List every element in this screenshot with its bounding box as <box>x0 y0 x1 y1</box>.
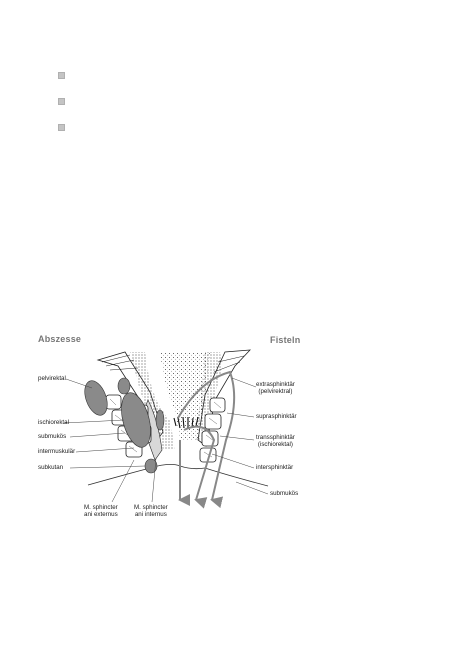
label-suprasphinktar: suprasphinktär <box>256 413 297 420</box>
label-submukos-right: submukös <box>270 490 299 497</box>
abscess-pelvirektal-upper <box>118 378 130 394</box>
label-pelvirektal: pelvirektal <box>38 375 66 382</box>
label-extrasphinktar: extrasphinktär (pelvirektral) <box>256 381 295 395</box>
label-intermuskular: intermuskulär <box>38 448 76 455</box>
label-sphincter-externus: M. sphincter ani externus <box>84 504 118 518</box>
skin-line <box>88 464 268 486</box>
title-abscesses: Abszesse <box>38 334 82 344</box>
label-submukos-left: submukös <box>38 433 67 440</box>
label-sphincter-internus: M. sphincter ani internus <box>134 504 168 518</box>
label-transsphinktar: transsphinktär (ischiorektal) <box>256 434 295 448</box>
abscess-submukos <box>156 410 164 430</box>
label-intersphinktar: intersphinktär <box>256 464 294 471</box>
label-subkutan: subkutan <box>38 464 64 471</box>
label-ischiorektal: ischiorektal <box>38 419 69 426</box>
title-fistulas: Fisteln <box>270 335 301 345</box>
